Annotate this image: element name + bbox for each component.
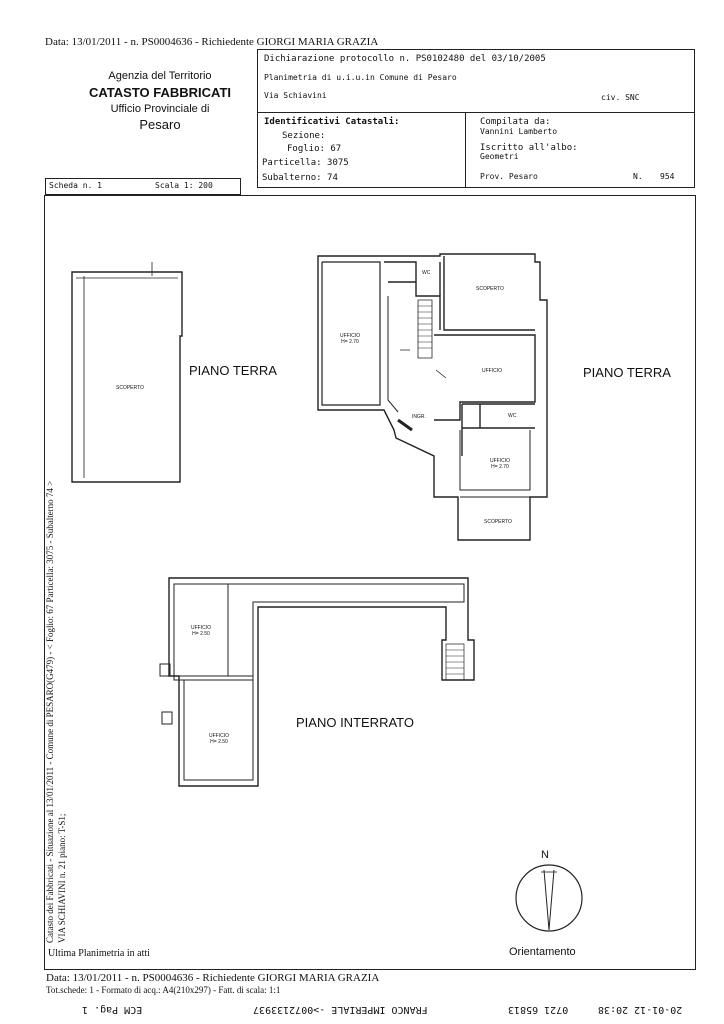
compass-north: N: [541, 849, 549, 861]
n-value: 954: [660, 172, 675, 181]
n-label: N.: [633, 172, 643, 181]
top-requester: Richiedente GIORGI MARIA GRAZIA: [201, 36, 379, 48]
compass-circle: [516, 865, 582, 931]
side-catasto-text: Catasto dei Fabbricati - Situazione al 13/01/2011 - Comune di PESARO(G479) - < Foglio: 67 Particella: 3075 - Subalterno 74 >: [45, 480, 55, 943]
fax-number: 0721 65813: [508, 1004, 569, 1015]
fax-datetime: 20-01-12 20:38: [598, 1004, 683, 1015]
compilata-label: Compilata da:: [480, 117, 551, 127]
piano-interrato-outline: [169, 578, 474, 786]
piano-interrato-label: PIANO INTERRATO: [296, 715, 414, 730]
compilatore-name: Vannini Lamberto: [480, 127, 558, 136]
sezione-text: Sezione:: [282, 131, 326, 141]
ultima-planimetria: Ultima Planimetria in atti: [48, 948, 150, 959]
footer-tot-schede: Tot.schede: 1 - Formato di acq.: A4(210x297) - Fatt. di scala: 1:1: [46, 985, 281, 995]
catasto-title: CATASTO FABBRICATI: [88, 85, 232, 100]
room-interrato-ufficio-2: UFFICIO H= 2.50: [209, 733, 229, 745]
fax-page: ECM Pag. 1: [82, 1004, 143, 1015]
piano-terra-right-label: PIANO TERRA: [583, 365, 671, 380]
scala-text: Scala 1: 200: [155, 181, 213, 190]
room-wc-mid: WC: [508, 413, 517, 419]
iscritto-label: Iscritto all'albo:: [480, 143, 578, 153]
particella-text: Particella: 3075: [262, 158, 349, 168]
ufficio-provinciale: Ufficio Provinciale di: [110, 103, 210, 115]
top-requester-line: Data: 13/01/2011 - n. PS0004636 - Richiedente GIORGI MARIA GRAZIA: [45, 36, 379, 48]
footer-protocol: n. PS0004636: [131, 972, 194, 984]
subalterno-text: Subalterno: 74: [262, 173, 338, 183]
room-ingresso: INGR.: [412, 414, 426, 420]
footer-requester: Richiedente GIORGI MARIA GRAZIA: [202, 972, 380, 984]
agency-name: Agenzia del Territorio: [108, 70, 212, 82]
room-scoperto-bottom: SCOPERTO: [484, 519, 512, 525]
footer-date: Data: 13/01/2011: [46, 972, 123, 984]
room-interrato-ufficio-1: UFFICIO H= 2.50: [191, 625, 211, 637]
scheda-text: Scheda n. 1: [49, 181, 102, 190]
identificativi-label: Identificativi Catastali:: [264, 117, 400, 127]
room-wc-top: WC: [422, 270, 431, 276]
orientamento-label: Orientamento: [509, 946, 576, 958]
scoperto-left-outline: [72, 272, 182, 482]
piano-terra-left-label: PIANO TERRA: [189, 363, 277, 378]
top-date: Data: 13/01/2011: [45, 36, 122, 48]
room-scoperto-top: SCOPERTO: [476, 286, 504, 292]
planimetria-text: Planimetria di u.i.u.in Comune di Pesaro: [264, 73, 457, 82]
via-text: Via Schiavini: [264, 91, 327, 100]
side-address-text: VIA SCHIAVINI n. 21 piano: T-S1;: [57, 813, 67, 943]
room-ufficio-low: UFFICIO H= 2.70: [490, 458, 510, 470]
room-scoperto-left: SCOPERTO: [116, 385, 144, 391]
dichiarazione-text: Dichiarazione protocollo n. PS0102480 del 03/10/2005: [264, 54, 546, 64]
fax-sender: FRANCO IMPERIALE ->0072133937: [253, 1004, 428, 1015]
room-ufficio-big: UFFICIO H= 2.70: [340, 333, 360, 345]
ufficio-city: Pesaro: [139, 117, 181, 132]
footer-requester-line: Data: 13/01/2011 - n. PS0004636 - Richiedente GIORGI MARIA GRAZIA: [46, 972, 380, 984]
top-protocol: n. PS0004636: [130, 36, 193, 48]
prov-text: Prov. Pesaro: [480, 172, 538, 181]
albo-text: Geometri: [480, 152, 519, 161]
foglio-text: Foglio: 67: [287, 144, 342, 154]
civ-text: civ. SNC: [601, 93, 640, 102]
room-ufficio-mid: UFFICIO: [482, 368, 502, 374]
